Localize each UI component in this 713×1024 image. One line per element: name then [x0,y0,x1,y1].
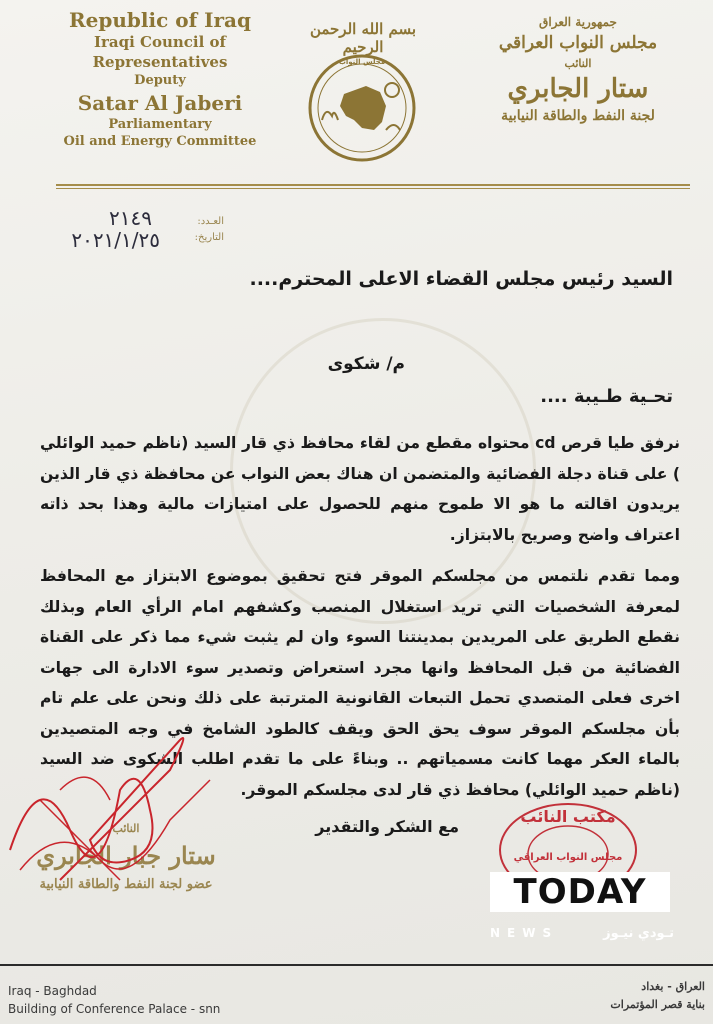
council-name-en: Iraqi Council of Representatives [92,33,228,71]
today-news-text: NEWS [490,926,559,940]
today-logo-strip [490,924,674,942]
signature-role: النائب [112,822,140,835]
footer-divider [0,964,713,966]
committee-ar: لجنة النفط والطاقة النيابية [501,108,655,124]
stamp-top-text: مكتب النائب [520,807,616,826]
parliament-emblem-icon [304,50,420,166]
greeting: تحـية طـيبة .... [540,386,673,407]
stamp-inner-text: مجلس النواب العراقي [513,852,623,863]
reference-block [28,206,238,256]
today-arabic-text: تـودي نيـوز [603,925,674,941]
committee-line2-en: Oil and Energy Committee [63,134,257,149]
date-label: التاريخ: [194,232,224,243]
deputy-name-ar: ستار الجابري [507,74,649,104]
paragraph-1: نرفق طيا قرص cd محتواه مقطع من لقاء محافظ ذي قار السيد (ناظم حميد الوائلي ) على قناة دجلة الفضائية والمتضمن ان هناك بعض النواب عن محافظة ذي قار الذين يريدون اقالته ما هو الا طموح منهم للحصول على امتيازات مالية وهذا بحد ذاته اعتراف واضح وصريح بالابتزاز. [40,434,680,544]
today-news-logo [490,872,674,944]
footer-address-ar [610,978,705,1014]
footer-en-line1: Iraq - Baghdad [8,984,97,998]
country-name-ar: جمهورية العراق [539,15,617,29]
basmala: بسم الله الرحمن الرحيم [309,20,417,56]
country-name-en: Republic of Iraq [69,8,251,32]
footer-address-en [8,982,220,1018]
deputy-name-en: Satar Al Jaberi [77,91,243,115]
letterhead-english [40,8,280,150]
emblem-label: مجلس النواب [338,58,386,66]
handwritten-signature [0,700,230,900]
council-name-ar: مجلس النواب العراقي [498,33,658,53]
signature-name: ستار جبار الجابري [36,841,216,870]
header-divider-thin [56,188,690,189]
subject-line: م/ شكوى [327,354,405,374]
date-value: ٢٠٢١/١/٢٥ [71,228,160,252]
role-ar: النائب [564,57,592,70]
number-label: العـدد: [197,216,224,227]
signature-membership: عضو لجنة النفط والطاقة النيابية [39,877,213,892]
letterhead-arabic [478,14,678,126]
footer-en-line2: Building of Conference Palace - snn [8,1002,221,1016]
footer-ar-line2: بناية قصر المؤتمرات [610,998,705,1011]
paragraph-2: ومما تقدم نلتمس من مجلسكم الموقر فتح تحقيق بموضوع الابتزاز مع المحافظ لمعرفة الشخصيات التي تريد استغلال المنصب وكشفهم امام الرأي العام وبذلك نقطع الطريق على المريدين بمدينتنا السوء وان لم يثبت شيء مما ذكر على القناة الفضائية من قبل المحافظ وانها مجرد استعراض وتصدير سوء الادارة الى جهات اخرى فعلى المتصدي تحمل التبعات القانونية المترتبة على ذلك ونحن على علم تام بأن مجلسكم الموقر سوف يحق الحق ويقف كالطود الشامخ في وجه المتصيدين بالماء العكر مهما كانت مسمياتهم .. وبناءً على ما تقدم اطلب الشكوى ضد السيد (ناظم حميد الوائلي) محافظ ذي قار لدى مجلسكم الموقر. [40,567,680,799]
footer-ar-line1: العراق - بغداد [641,980,705,993]
today-logo-box: TODAY [490,872,670,912]
addressee: السيد رئيس مجلس القضاء الاعلى المحترم.... [249,268,673,290]
header-divider [56,184,690,186]
committee-line1-en: Parliamentary [108,117,212,132]
closing: مع الشكر والتقدير [315,817,459,836]
role-en: Deputy [134,73,186,88]
number-value: ٢١٤٩ [109,206,152,230]
